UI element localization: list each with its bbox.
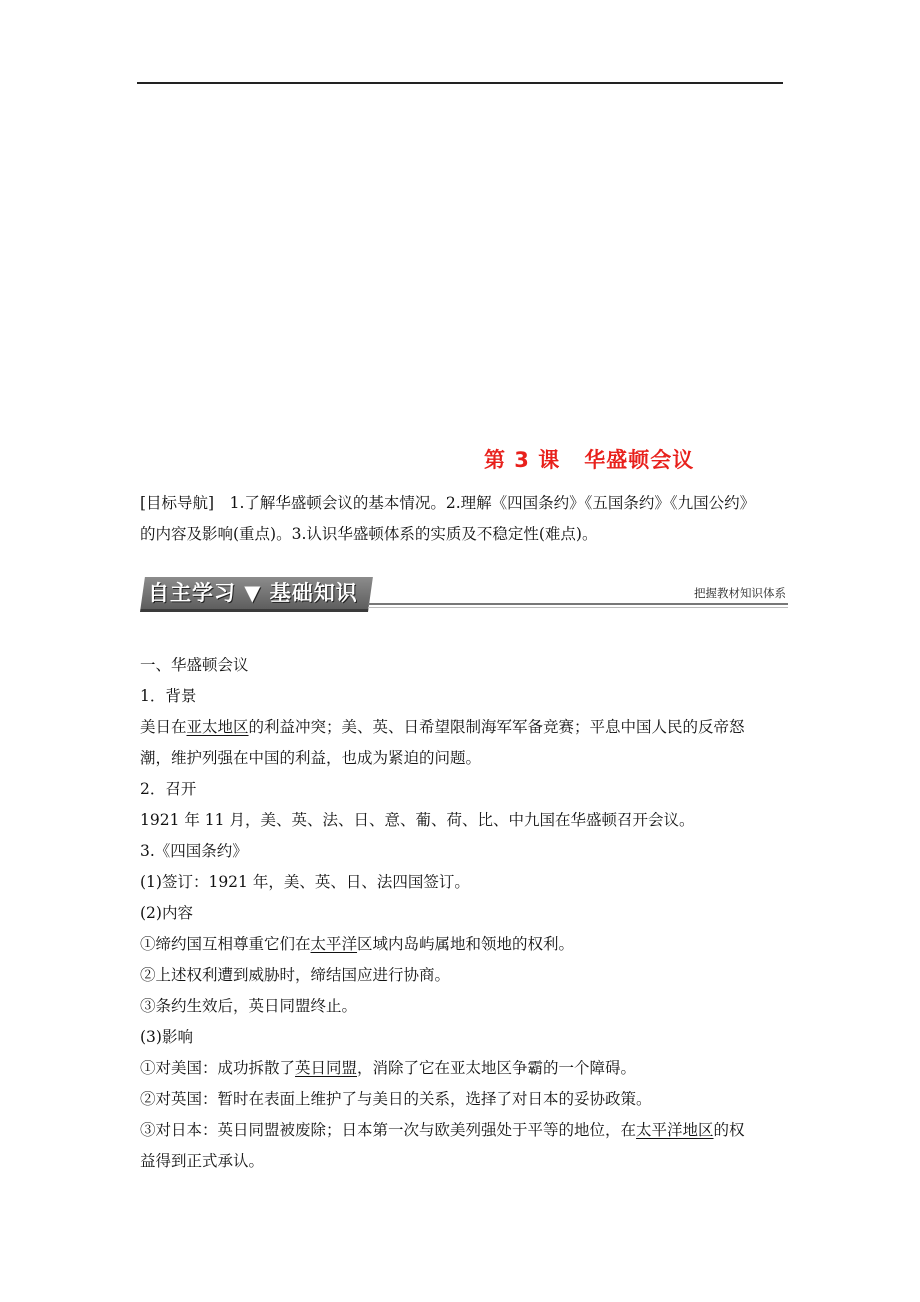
treaty-content-heading: (2)内容	[140, 904, 193, 922]
background-line-2: 潮，维护列强在中国的利益，也成为紧迫的问题。	[140, 749, 482, 767]
text: 区域内岛屿属地和领地的权利。	[357, 935, 575, 953]
goals-line-1: [目标导航] 1.了解华盛顿会议的基本情况。2.理解《四国条约》《五国条约》《九国公约》	[140, 494, 756, 512]
banner-rule	[368, 603, 788, 605]
lesson-title	[484, 444, 694, 474]
convene-text: 1921 年 11 月，美、英、法、日、意、葡、荷、比、中九国在华盛顿召开会议。	[140, 811, 695, 829]
key-term-asia-pacific: 亚太地区	[186, 718, 249, 736]
content-item-2: ②上述权利遭到威胁时，缔结国应进行协商。	[140, 966, 451, 984]
banner-subtitle: 把握教材知识体系	[694, 586, 786, 600]
key-term-pacific: 太平洋	[310, 935, 358, 953]
content-item-3: ③条约生效后，英日同盟终止。	[140, 997, 358, 1015]
banner-rule-thin	[368, 607, 788, 608]
impact-japan-line-2: 益得到正式承认。	[140, 1152, 265, 1170]
key-term-pacific-region: 太平洋地区	[636, 1121, 714, 1139]
header-rule	[137, 82, 783, 84]
section-banner	[140, 573, 788, 613]
text: 的权	[713, 1121, 745, 1139]
heading-washington-conference: 一、华盛顿会议	[140, 656, 249, 674]
subheading-four-power-treaty: 3.《四国条约》	[140, 842, 248, 860]
text: ①对美国：成功拆散了	[140, 1059, 296, 1077]
text: 的利益冲突；美、英、日希望限制海军军备竞赛；平息中国人民的反帝怒	[248, 718, 745, 736]
text: 美日在	[140, 718, 187, 736]
banner-title: 自主学习 ▼ 基础知识	[148, 581, 358, 605]
goals-line-2: 的内容及影响(重点)。3.认识华盛顿体系的实质及不稳定性(难点)。	[140, 525, 598, 543]
impact-usa	[140, 1053, 790, 1084]
text: ①缔约国互相尊重它们在	[140, 935, 311, 953]
content-item-1	[140, 929, 790, 960]
lesson-number: 第 3 课	[484, 448, 561, 472]
background-line-1	[140, 712, 790, 743]
learning-goals	[140, 488, 788, 550]
lesson-content	[140, 650, 790, 1177]
subheading-background: 1．背景	[140, 687, 197, 705]
text: ③对日本：英日同盟被废除；日本第一次与欧美列强处于平等的地位，在	[140, 1121, 637, 1139]
treaty-impact-heading: (3)影响	[140, 1028, 193, 1046]
impact-japan-line-1	[140, 1115, 790, 1146]
impact-britain: ②对英国：暂时在表面上维护了与美日的关系，选择了对日本的妥协政策。	[140, 1090, 652, 1108]
text: ，消除了它在亚太地区争霸的一个障碍。	[357, 1059, 637, 1077]
treaty-signing: (1)签订：1921 年，美、英、日、法四国签订。	[140, 873, 470, 891]
lesson-name: 华盛顿会议	[584, 448, 695, 472]
key-term-anglo-japanese-alliance: 英日同盟	[295, 1059, 358, 1077]
subheading-convene: 2．召开	[140, 780, 197, 798]
